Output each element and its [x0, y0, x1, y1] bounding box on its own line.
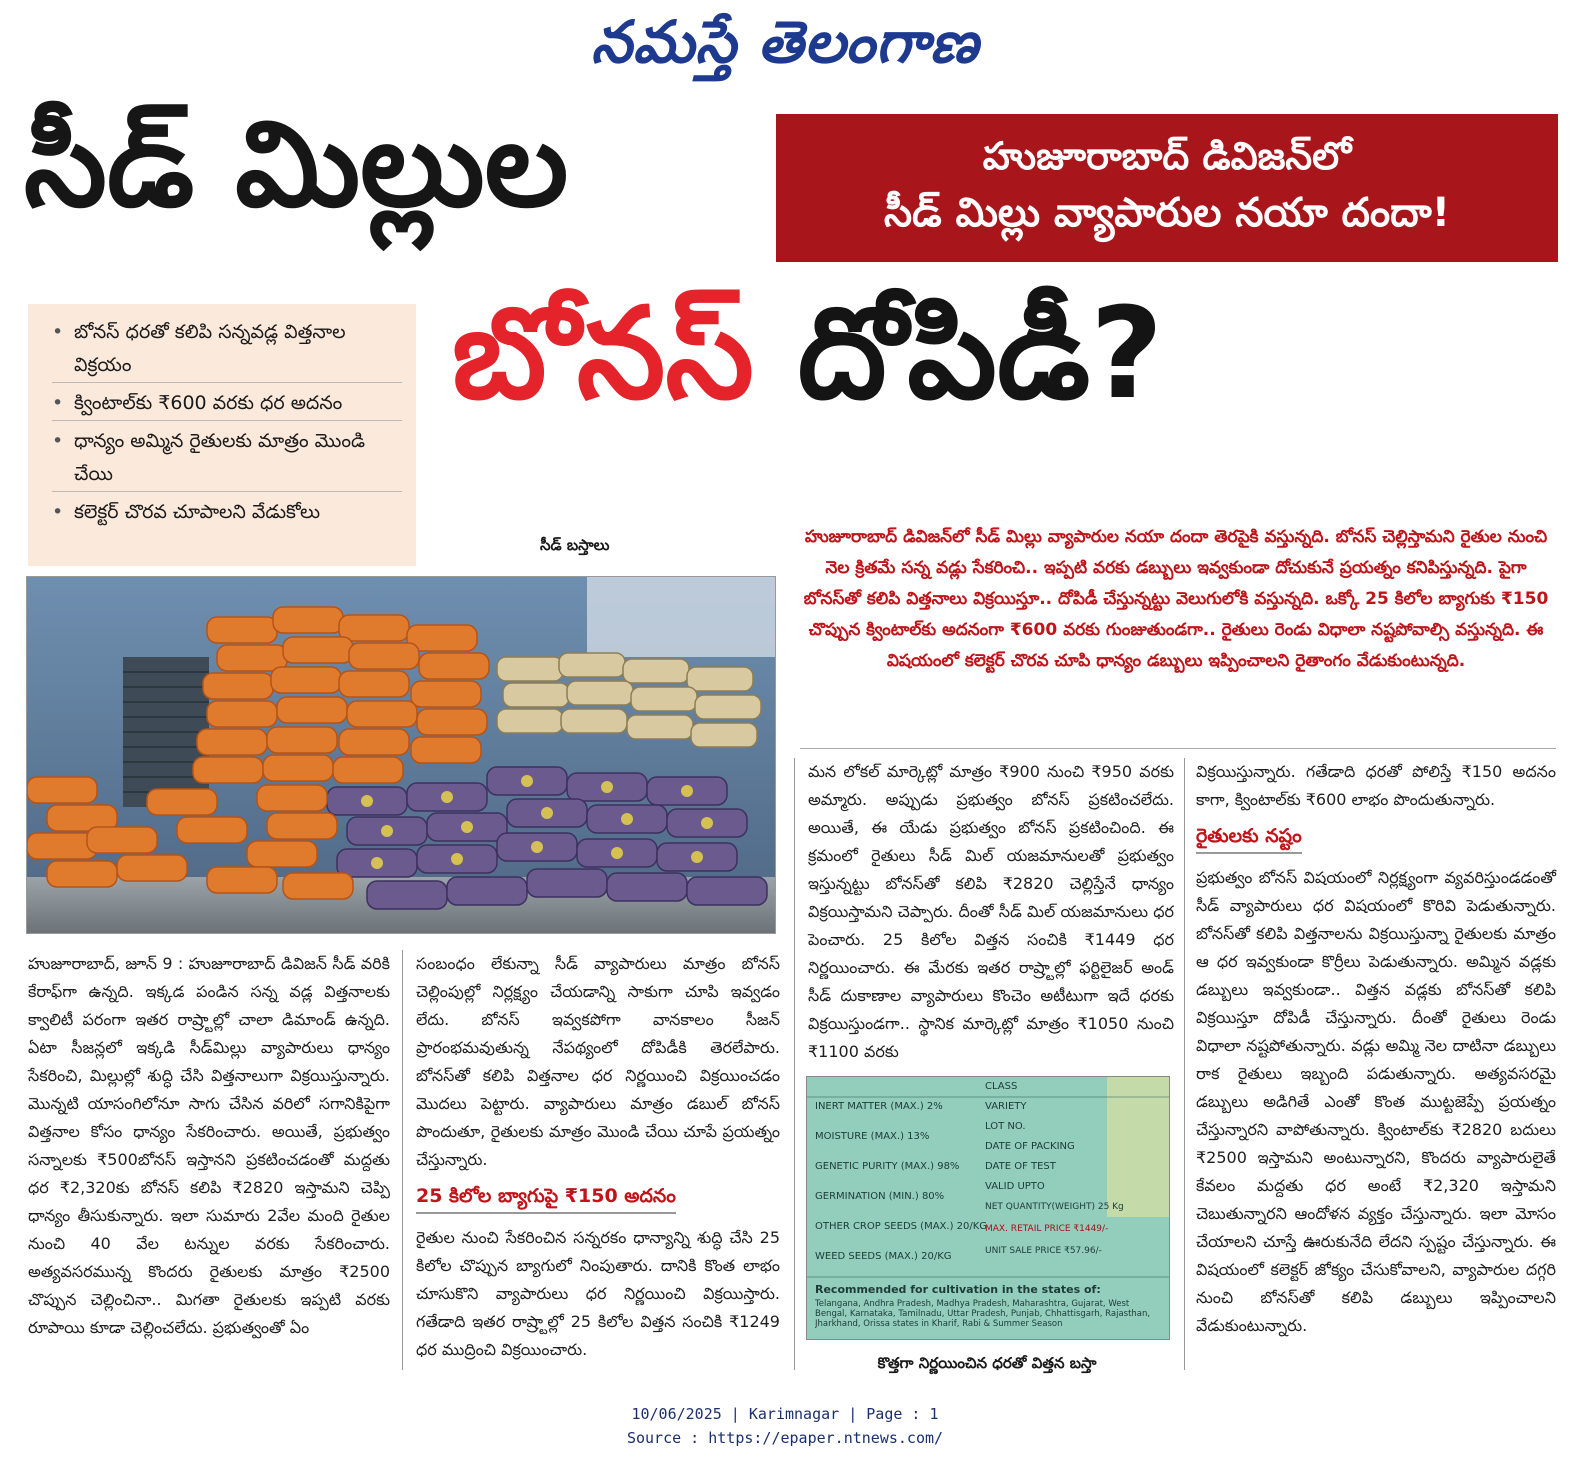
seed-spec-left: OTHER CROP SEEDS (MAX.) 20/KG — [815, 1221, 988, 1232]
article-column-2 — [416, 950, 780, 1364]
headline-main-red: బోనస్ — [452, 280, 754, 427]
seed-spec-left: MOISTURE (MAX.) 13% — [815, 1131, 930, 1142]
seed-spec-price: MAX. RETAIL PRICE ₹1449/- — [985, 1224, 1109, 1234]
page-footer — [0, 1402, 1570, 1450]
photo-caption: సీడ్ బస్తాలు — [540, 536, 610, 554]
column-rule — [1184, 758, 1185, 1370]
seed-bags-illustration — [27, 577, 775, 933]
footer-date-edition: 10/06/2025 | Karimnagar | Page : 1 — [631, 1405, 939, 1423]
article-paragraph: మన లోకల్ మార్కెట్లో మాత్రం ₹900 నుంచి ₹950 వరకు అమ్మారు. అప్పుడు ప్రభుత్వం బోనస్ ప్రకటించలేదు. అయితే, ఈ యేడు ప్రభుత్వం బోనస్ ప్రకటించింది. ఈ క్రమంలో రైతులు సీడ్ మిల్ యజమానులతో ప్రభుత్వం ఇస్తున్నట్టు బోనస్‌తో కలిపి ₹2820 చెల్లిస్తేనే ధాన్యం విక్రయిస్తామని చెప్పారు. దీంతో సీడ్ మిల్ యజమానులు ధర పెంచారు. 25 కిలోల విత్తన సంచికి ₹1449 ధర నిర్ణయించారు. ఈ మేరకు ఇతర రాష్ర్టాల్లో ఫర్టిలైజర్ అండ్ సీడ్ దుకాణాల వ్యాపారులు కొంచెం అటీటుగా ఇదే ధరకు విక్రయిస్తుండగా.. స్థానిక మార్కెట్లో మాత్రం ₹1050 నుంచి ₹1100 వరకు — [808, 762, 1174, 1061]
subheading: 25 కిలోల బ్యాగుపై ₹150 అదనం — [416, 1182, 676, 1214]
article-paragraph: హుజూరాబాద్, జూన్ 9 : హుజూరాబాద్ డివిజన్ సీడ్ వరికి కేరాఫ్‌గా ఉన్నది. ఇక్కడ పండిన సన్న వడ్ల విత్తనాలకు క్వాలిటీ పరంగా ఇతర రాష్ర్టాల్లో చాలా డిమాండ్ ఉన్నది. ఏటా సీజన్లలో ఇక్కడి సీడ్‌మిల్లు వ్యాపారులు ధాన్యం సేకరించి, మిల్లుల్లో శుద్ధి చేసి విత్తనాలుగా విక్రయిస్తున్నారు. మొన్నటి యాసంగిలోనూ సాగు చేసిన వరిలో సగానికిపైగా విత్తనాల కోసం ధాన్యం సేకరించారు. అయితే, ప్రభుత్వం సన్నాలకు ₹500బోనస్ ఇస్తానని ప్రకటించడంతో మద్దతు ధర ₹2,320కు బోనస్ కలిపి ₹2820 ఇస్తామని చెప్పి ధాన్యం తీసుకున్నారు. ఇలా సుమారు 2వేల మంది రైతుల నుంచి 40 వేల టన్నుల వరకు సేకరించారు. అత్యవసరమున్న కొందరు రైతులకు మాత్రం ₹2500 చొప్పున చెల్లించినా.. మిగతా రైతులకు ఇప్పటి వరకు రూపాయి కూడా చెల్లించలేదు. ప్రభుత్వంతో ఏం — [28, 954, 390, 1337]
highlights-box — [28, 304, 416, 566]
seed-spec-right: DATE OF TEST — [985, 1161, 1056, 1172]
seed-bag-photo — [806, 1076, 1170, 1340]
kicker-box — [776, 114, 1558, 262]
article-column-4 — [1196, 758, 1556, 1340]
kicker-line-1: హుజూరాబాద్ డివిజన్‌లో — [982, 134, 1352, 178]
kicker-line-2: సీడ్ మిల్లు వ్యాపారుల నయా దందా! — [883, 190, 1451, 236]
seed-recommend-text: Telangana, Andhra Pradesh, Madhya Pradesh, Maharashtra, Gujarat, West Bengal, Karnataka, Tamilnadu, Uttar Pradesh, Punjab, Chhattisgarh, Rajasthan, Jharkhand, Orissa states in Kharif, Rabi & Summer Season — [815, 1299, 1151, 1329]
highlight-item: • క్వింటాల్‌కు ₹600 వరకు ధర అదనం — [52, 387, 402, 421]
article-paragraph: విక్రయిస్తున్నారు. గతేడాది ధరతో పోలిస్తే ₹150 అదనం కాగా, క్వింటాల్‌కు ₹600 లాభం పొందుతున్నారు. — [1196, 762, 1556, 809]
column-rule — [794, 758, 795, 1370]
seed-spec-right: UNIT SALE PRICE ₹57.96/- — [985, 1246, 1102, 1256]
seed-spec-right: DATE OF PACKING — [985, 1141, 1075, 1152]
seed-spec-left: GERMINATION (MIN.) 80% — [815, 1191, 945, 1202]
intro-divider — [800, 748, 1556, 749]
headline-main — [452, 278, 1163, 429]
seed-bag-label-illustration — [807, 1077, 1169, 1339]
seed-spec-left: WEED SEEDS (MAX.) 20/KG — [815, 1251, 952, 1262]
column-rule — [402, 950, 403, 1370]
intro-paragraph: హుజూరాబాద్ డివిజన్‌లో సీడ్ మిల్లు వ్యాపారుల నయా దందా తెరపైకి వస్తున్నది. బోనస్ చెల్లిస్తామని రైతుల నుంచి నెల క్రితమే సన్న వడ్లు సేకరించి.. ఇప్పటి వరకు డబ్బులు ఇవ్వకుండా దోచుకునే ప్రయత్నం కనిపిస్తున్నది. పైగా బోనస్‌తో కలిపి విత్తనాలు విక్రయిస్తూ.. దోపిడీ చేస్తున్నట్టు వెలుగులోకి వస్తున్నది. ఒక్కో 25 కిలోల బ్యాగుకు ₹150 చొప్పున క్వింటాల్‌కు అదనంగా ₹600 వరకు గుంజుతుండగా.. రైతులు రెండు విధాలా నష్టపోవాల్సి వస్తున్నది. ఈ విషయంలో కలెక్టర్ చొరవ చూపి ధాన్యం డబ్బులు ఇప్పించాలని రైతాంగం వేడుకుంటున్నది. — [803, 527, 1549, 671]
seed-spec-right: NET QUANTITY(WEIGHT) 25 Kg — [985, 1202, 1124, 1212]
seed-spec-right: VALID UPTO — [985, 1181, 1045, 1192]
newspaper-masthead: నమస్తే తెలంగాణ — [591, 8, 979, 76]
article-paragraph: రైతుల నుంచి సేకరించిన సన్నరకం ధాన్యాన్ని శుద్ధి చేసి 25 కిలోల చొప్పున బ్యాగులో నింపుతారు. దానికి కొంత లాభం చూసుకొని వ్యాపారులు ధర నిర్ణయించి విక్రయిస్తారు. గతేడాది ఇతర రాష్ర్టాల్లో 25 కిలోల విత్తన సంచికి ₹1249 ధర ముద్రించి విక్రయించారు. — [416, 1228, 780, 1359]
article-paragraph: సంబంధం లేకున్నా సీడ్ వ్యాపారులు మాత్రం బోనస్ చెల్లింపుల్లో నిర్లక్ష్యం చేయడాన్ని సాకుగా చూపి ఇవ్వడం లేదు. బోనస్ ఇవ్వకపోగా వానకాలం సీజన్ ప్రారంభమవుతున్న నేపథ్యంలో దోపిడీకి తెరలేపారు. బోనస్‌తో కలిపి విత్తనాల ధర నిర్ణయించి విక్రయించడం మొదలు పెట్టారు. వ్యాపారులు మాత్రం డబుల్ బోనస్ పొందుతూ, రైతులకు మాత్రం మొండి చేయి చూపే ప్రయత్నం చేస్తున్నారు. — [416, 954, 780, 1169]
headline-left: సీడ్ మిల్లుల — [24, 95, 569, 233]
highlight-item: • బోనస్ ధరతో కలిపి సన్నవడ్ల విత్తనాల విక్రయం — [52, 316, 402, 383]
footer-source[interactable]: Source : https://epaper.ntnews.com/ — [626, 1429, 944, 1447]
seed-spec-left: INERT MATTER (MAX.) 2% — [815, 1101, 943, 1112]
highlight-item: • ధాన్యం అమ్మిన రైతులకు మాత్రం మొండి చేయి — [52, 425, 402, 492]
highlight-item: • కలెక్టర్ చొరవ చూపాలని వేడుకోలు — [52, 496, 402, 529]
seed-spec-left: GENETIC PURITY (MAX.) 98% — [815, 1161, 960, 1172]
seed-recommend-title: Recommended for cultivation in the states of: — [815, 1283, 1101, 1296]
article-paragraph: ప్రభుత్వం బోనస్ విషయంలో నిర్లక్ష్యంగా వ్యవరిస్తుండడంతో సీడ్ వ్యాపారులు ధర విషయంలో కొరివి పెడుతున్నారు. బోనస్‌తో కలిపి విత్తనాలను విక్రయిస్తున్నా రైతులకు మాత్రం ఆ ధర ఇవ్వకుండా కొర్రీలు పెడుతున్నారు. అమ్మిన వడ్లకు డబ్బులు ఇవ్వకుండా.. విత్తన వడ్లకు బోనస్‌తో కలిపి విక్రయిస్తూ దోపిడీ చేస్తున్నారు. దీంతో రైతులు రెండు విధాలా నష్టపోతున్నారు. వడ్లు అమ్మి నెల దాటినా డబ్బులు రాక రైతులు ఇబ్బంది పడుతున్నారు. అత్యవసరమై డబ్బులు అడిగితే ఎంతో కొంత ముట్టజెప్పే ప్రయత్నం చేస్తున్నారని వాపోతున్నారు. క్వింటాల్‌కు ₹2820 బదులు ₹2500 ఇస్తామని అంటున్నారని, కొందరు వ్యాపారులైతే కేవలం మద్దతు ధర అంటే ₹2,320 ఇస్తామని చెబుతున్నారని ఆందోళన వ్యక్తం చేస్తున్నారు. ఇలా మోసం చేయాలని చూస్తే ఊరుకునేది లేదని స్పష్టం చేస్తున్నారు. ఈ విషయంలో కలెక్టర్ జోక్యం చేసుకోవాలని, వ్యాపారుల దగ్గరి నుంచి బోనస్‌తో కలిపి డబ్బులు ఇప్పించాలని వేడుకుంటున్నారు. — [1196, 868, 1556, 1335]
headline-main-black: దోపిడీ? — [797, 280, 1164, 427]
subheading: రైతులకు నష్టం — [1196, 822, 1302, 854]
seed-bags-photo — [26, 576, 776, 934]
seed-spec-right: LOT NO. — [985, 1121, 1026, 1132]
seed-spec-right: VARIETY — [985, 1101, 1027, 1112]
article-column-1 — [28, 950, 390, 1342]
seed-bag-caption: కొత్తగా నిర్ణయించిన ధరతో విత్తన బస్తా — [877, 1354, 1097, 1372]
article-column-3 — [808, 758, 1174, 1066]
seed-spec-right: CLASS — [985, 1081, 1018, 1092]
